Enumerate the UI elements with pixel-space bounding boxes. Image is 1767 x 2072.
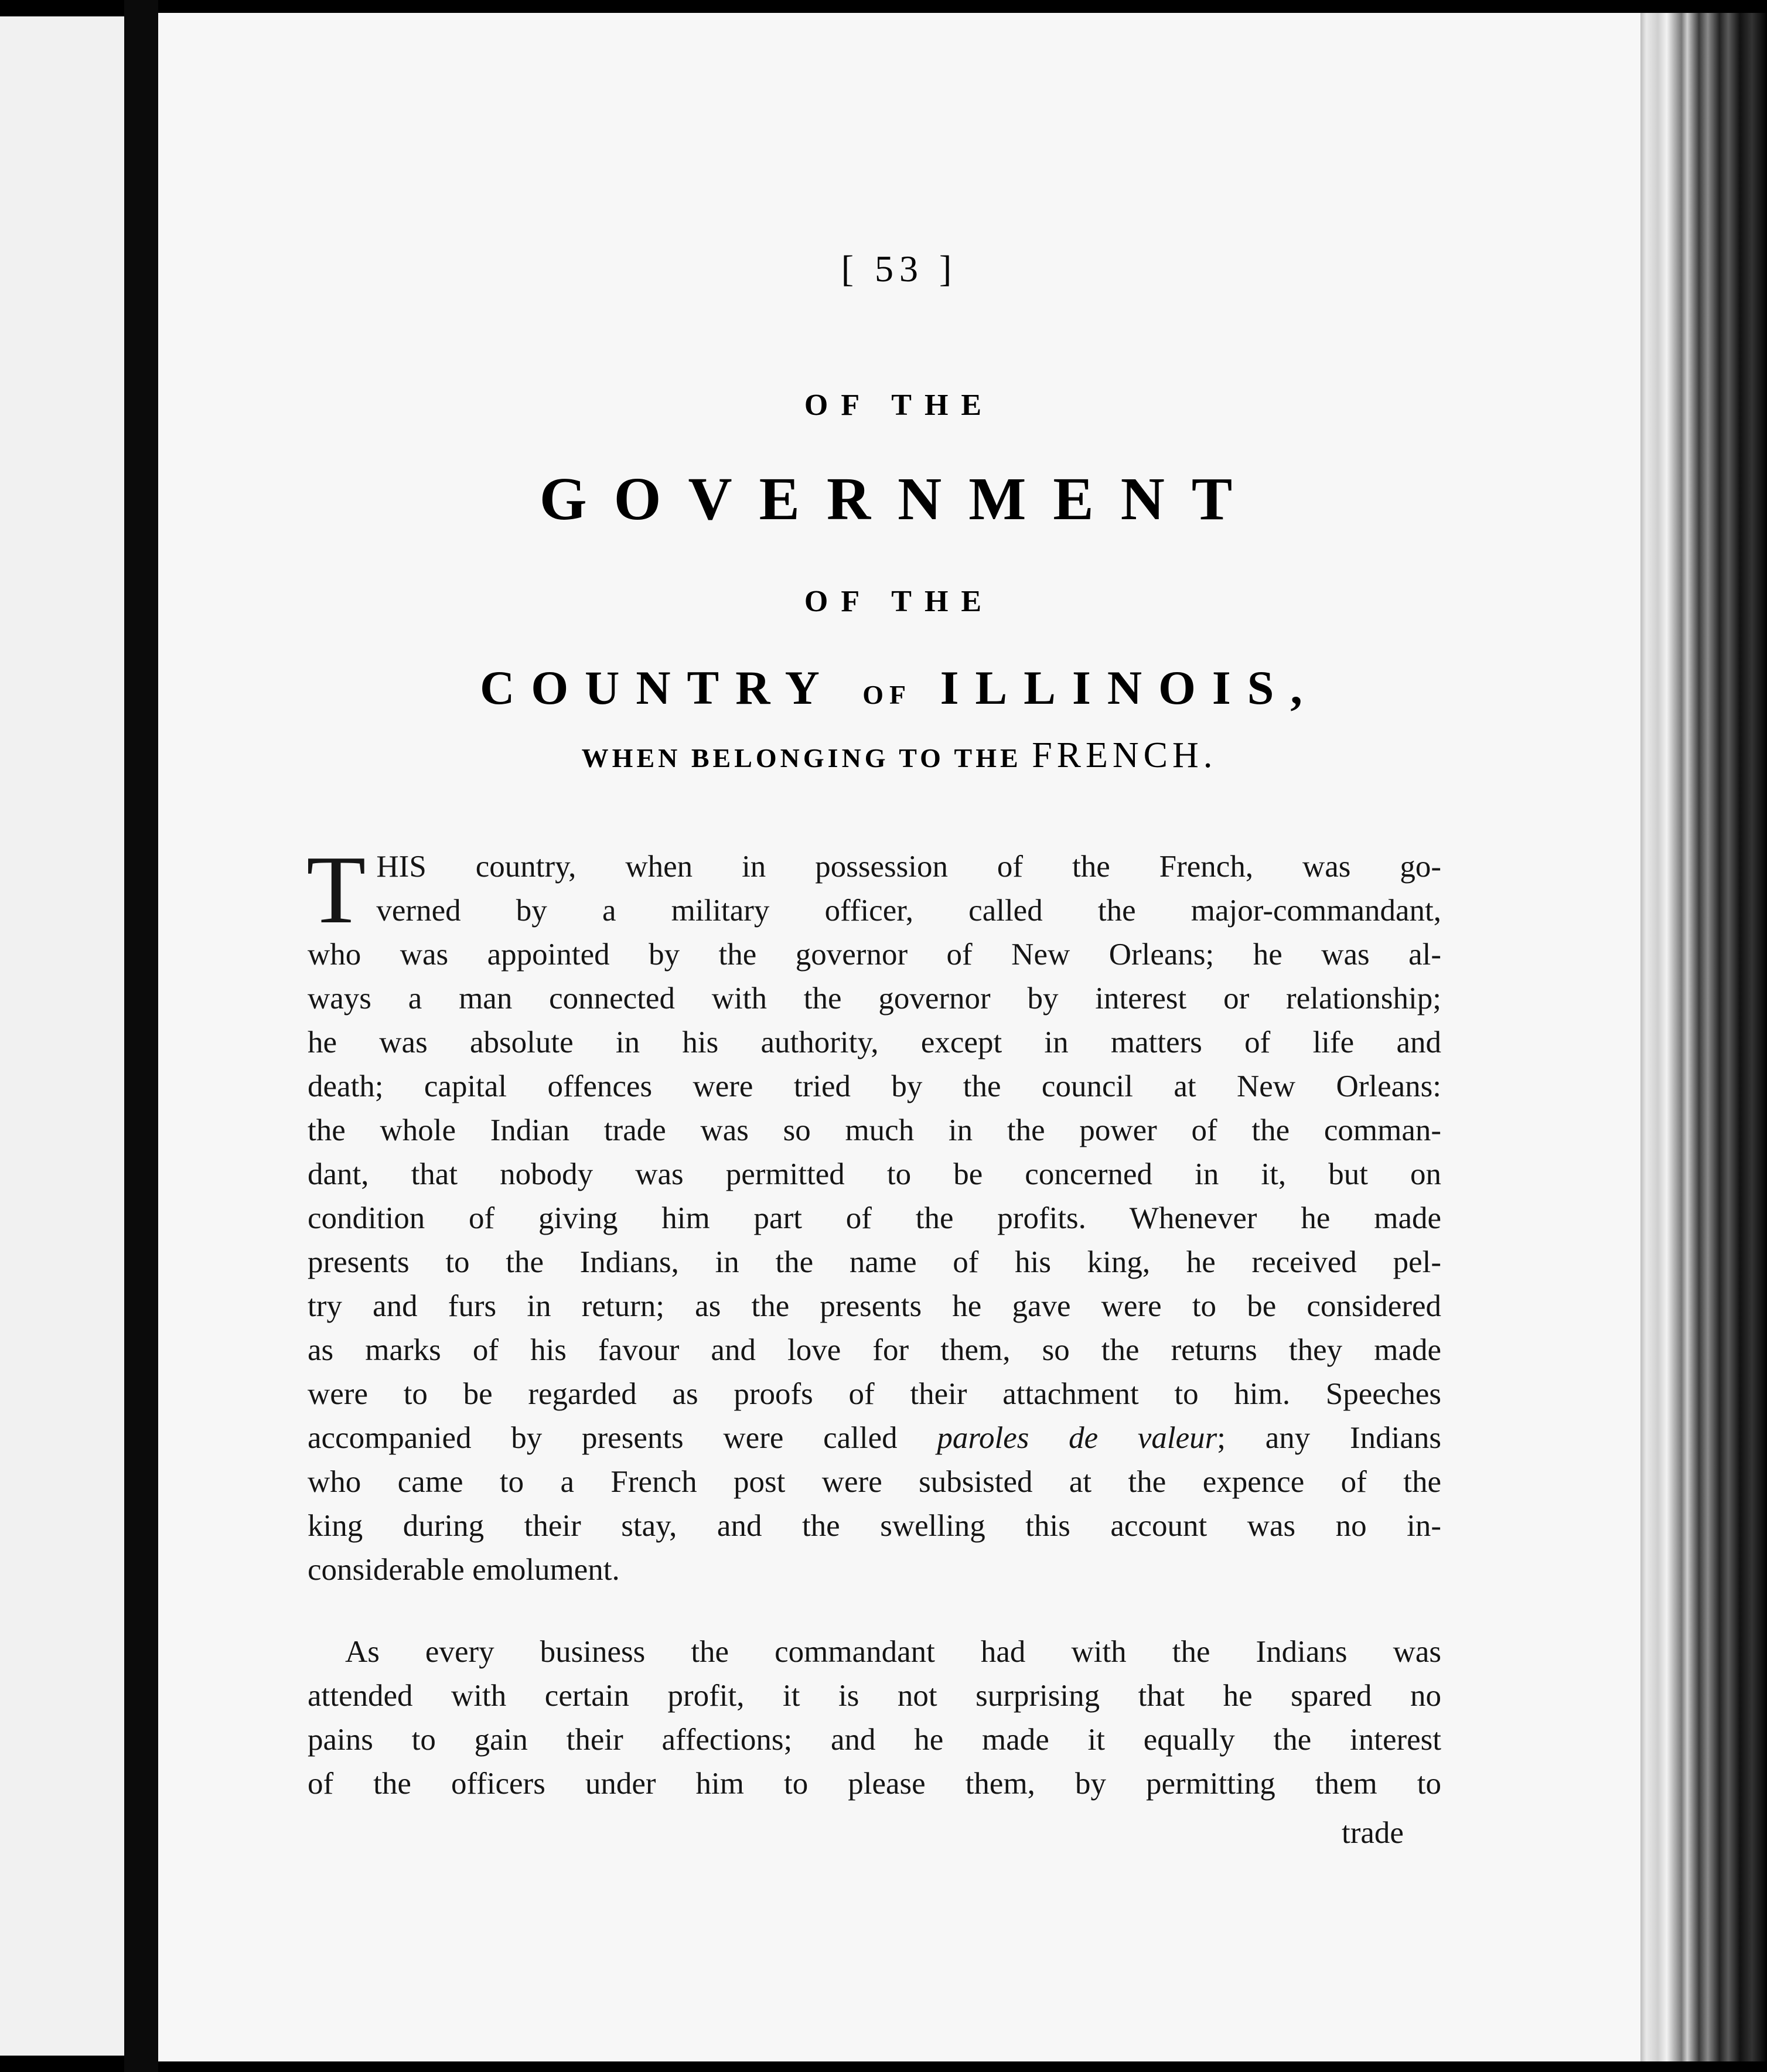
heading-government: GOVERNMENT [539,465,1260,533]
heading-french: FRENCH. [1032,735,1217,775]
paragraph-2 [308,1630,1441,1806]
italic-phrase: paroles de valeur [937,1421,1217,1455]
drop-cap: T [306,836,366,943]
heading-of: OF [862,680,912,710]
facing-page [0,16,124,2056]
text-line: king during their stay, and the swelling this account was no in- [308,1509,1441,1543]
heading-of-the-2: OF THE [804,585,995,618]
text-line: he was absolute in his authority, except in matters of life and [308,1025,1441,1059]
text-line: of the officers under him to please them, by permitting them to [308,1767,1441,1801]
text-line: try and furs in return; as the presents he gave were to be considered [308,1289,1441,1323]
text-line: HIS country, when in possession of the French, was go- [376,850,1441,884]
heading-when-belonging: WHEN BELONGING TO THE [581,743,1022,773]
book-gutter [124,0,158,2072]
heading-illinois: ILLINOIS, [940,661,1319,714]
page-number: [ 53 ] [841,248,958,289]
text-segment: ; any Indians [1217,1421,1441,1455]
book-page [158,13,1640,2061]
text-line: dant, that nobody was permitted to be concerned in it, but on [308,1157,1441,1191]
text-segment: accompanied by presents were called [308,1421,898,1455]
text-line: death; capital offences were tried by the council at New Orleans: [308,1069,1441,1103]
text-line: as marks of his favour and love for them, so the returns they made [308,1333,1441,1367]
text-line-with-italic [308,1416,1441,1460]
text-line: pains to gain their affections; and he made it equally the interest [308,1723,1441,1757]
catchword: trade [1342,1816,1404,1850]
text-line: were to be regarded as proofs of their attachment to him. Speeches [308,1377,1441,1411]
paragraph-1 [306,836,1441,1592]
text-line: presents to the Indians, in the name of his king, he received pel- [308,1245,1441,1279]
heading-country-of-illinois [158,660,1640,715]
text-line: considerable emolument. [308,1553,620,1587]
text-line: attended with certain profit, it is not surprising that he spared no [308,1679,1441,1713]
text-line: As every business the commandant had with the Indians was [345,1635,1441,1669]
text-line: ways a man connected with the governor by interest or relationship; [308,982,1441,1015]
heading-subtitle [158,735,1640,776]
page-edges [1640,13,1767,2061]
text-line: verned by a military officer, called the major-commandant, [376,894,1441,928]
heading-of-the-1: OF THE [804,388,995,422]
text-line: condition of giving him part of the profits. Whenever he made [308,1201,1441,1235]
text-line: the whole Indian trade was so much in the power of the comman- [308,1113,1441,1147]
text-line: who came to a French post were subsisted at the expence of the [308,1465,1441,1499]
heading-country: COUNTRY [480,661,834,714]
text-line: who was appointed by the governor of New Orleans; he was al- [308,938,1441,972]
